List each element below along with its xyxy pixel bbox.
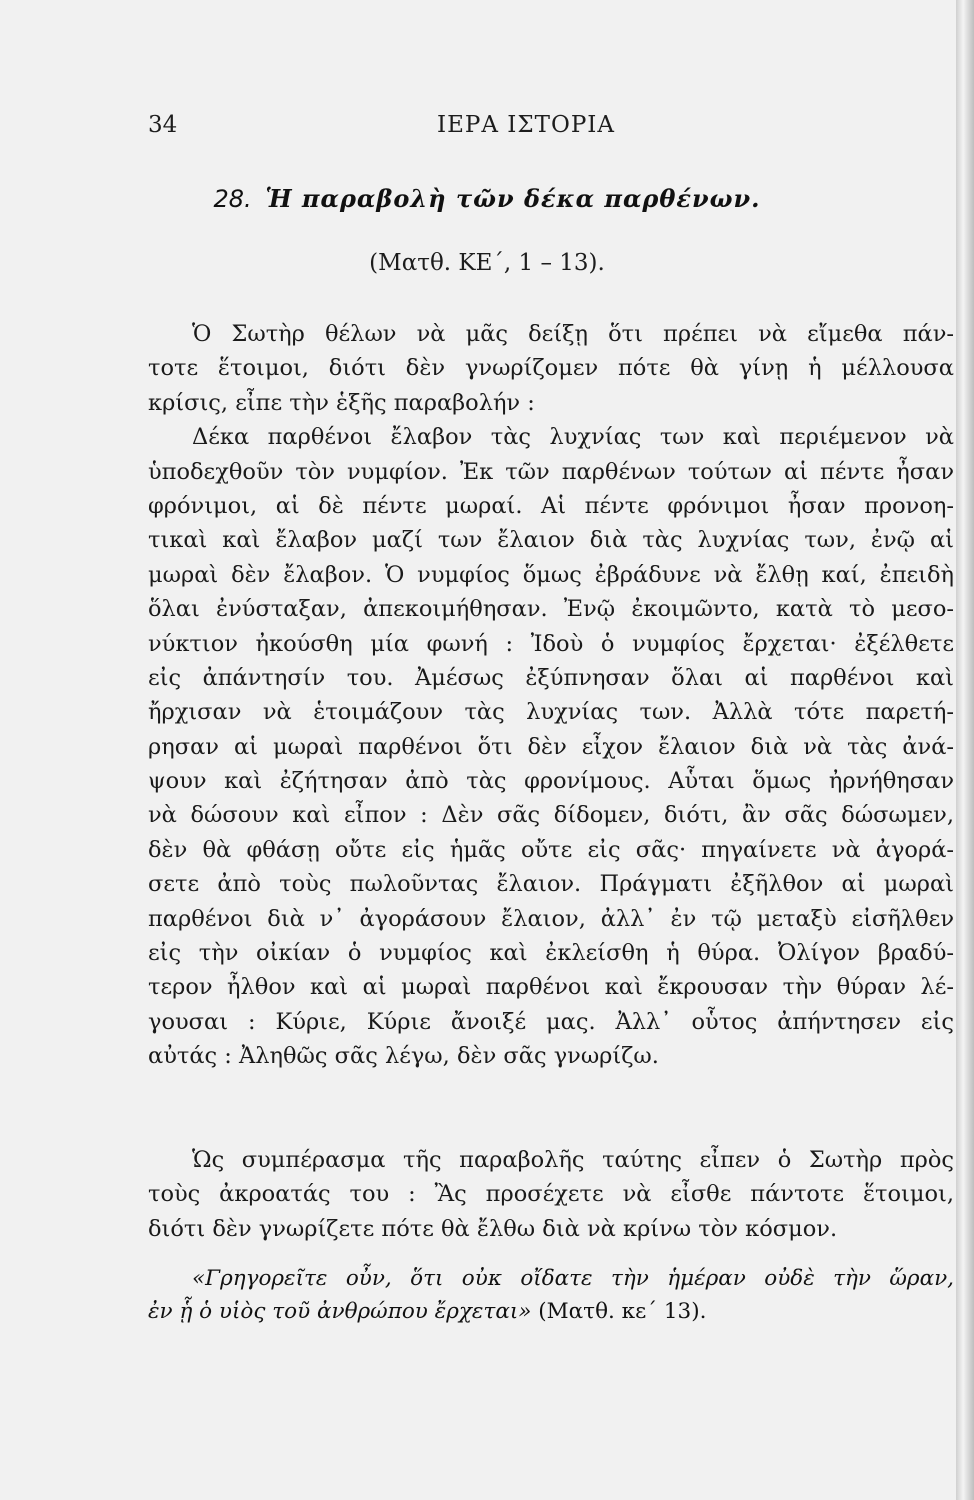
text-line: μωραὶ δὲν ἔλαβον. Ὁ νυμφίος ὅμως ἐβράδυνε νὰ ἔλθῃ καί, ἐπειδὴ [148,561,954,588]
page-edge [956,0,974,1500]
quote-text: ἐν ᾗ ὁ υἱὸς τοῦ ἀνθρώπου ἔρχεται» [148,1299,532,1324]
text-line: διότι δὲν γνωρίζετε πότε θὰ ἔλθω διὰ νὰ κρίνω τὸν κόσμον. [148,1215,838,1242]
paragraph-2 [148,1143,954,1246]
text-line: τοὺς ἀκροατάς του : Ἂς προσέχετε νὰ εἶσθε πάντοτε ἕτοιμοι, [148,1181,954,1208]
page-number: 34 [148,112,178,138]
text-line: ἤρχισαν νὰ ἑτοιμάζουν τὰς λυχνίας των. Ἀλλὰ τότε παρετή- [148,699,954,726]
text-line: νύκτιον ἠκούσθη μία φωνή : Ἰδοὺ ὁ νυμφίος ἔρχεται· ἐξέλθετε [148,630,954,657]
text-line: Ὁ Σωτὴρ θέλων νὰ μᾶς δείξῃ ὅτι πρέπει νὰ εἴμεθα πάν- [192,321,954,347]
text-line: κρίσις, εἶπε τὴν ἑξῆς παραβολήν : [148,389,535,416]
scripture-quote [148,1262,954,1328]
text-line: Δέκα παρθένοι ἔλαβον τὰς λυχνίας των καὶ περιέμενον νὰ [192,424,954,451]
text-line: ὅλαι ἐνύσταξαν, ἀπεκοιμήθησαν. Ἐνῷ ἐκοιμῶντο, κατὰ τὸ μεσο- [148,596,954,623]
text-line: ὑποδεχθοῦν τὸν νυμφίον. Ἐκ τῶν παρθένων τούτων αἱ πέντε ἦσαν [148,458,954,485]
text-line: ψουν καὶ ἐζήτησαν ἀπὸ τὰς φρονίμους. Αὗται ὅμως ἠρνήθησαν [148,768,954,795]
text-line: παρθένοι διὰ ν᾽ ἀγοράσουν ἔλαιον, ἀλλ᾽ ἐν τῷ μεταξὺ εἰσῆλθεν [148,905,954,932]
section-title: Ἡ παραβολὴ τῶν δέκα παρθένων. [265,184,761,213]
text-line: τερον ἦλθον καὶ αἱ μωραὶ παρθένοι καὶ ἔκρουσαν τὴν θύραν λέ- [148,974,954,1001]
paragraph-1 [148,317,954,1074]
text-line: αὐτάς : Ἀληθῶς σᾶς λέγω, δὲν σᾶς γνωρίζω. [148,1043,659,1070]
quote-reference: (Ματθ. κε΄ 13). [531,1299,707,1324]
text-line: δὲν θὰ φθάσῃ οὔτε εἰς ἡμᾶς οὔτε εἰς σᾶς· πηγαίνετε νὰ ἀγορά- [148,836,954,863]
text-line: Ὡς συμπέρασμα τῆς παραβολῆς ταύτης εἶπεν ὁ Σωτὴρ πρὸς [192,1147,954,1173]
quote-line-1: «Γρηγορεῖτε οὖν, ὅτι οὐκ οἴδατε τὴν ἡμέραν οὐδὲ τὴν ὥραν, [192,1266,954,1291]
text-line: φρόνιμοι, αἱ δὲ πέντε μωραί. Αἱ πέντε φρόνιμοι ἦσαν προνοη- [148,492,954,519]
text-line: γουσαι : Κύριε, Κύριε ἄνοιξέ μας. Ἀλλ᾽ οὗτος ἀπήντησεν εἰς [148,1008,954,1035]
quote-line-2 [148,1295,954,1328]
text-line: σετε ἀπὸ τοὺς πωλοῦντας ἔλαιον. Πράγματι ἐξῆλθον αἱ μωραὶ [148,871,954,898]
text-line: εἰς τὴν οἰκίαν ὁ νυμφίος καὶ ἐκλείσθη ἡ θύρα. Ὀλίγον βραδύ- [148,940,954,967]
text-line: τικαὶ καὶ ἔλαβον μαζί των ἔλαιον διὰ τὰς λυχνίας των, ἐνῷ αἱ [148,527,954,554]
page-header [148,112,904,146]
text-line: τοτε ἕτοιμοι, διότι δὲν γνωρίζομεν πότε θὰ γίνῃ ἡ μέλλουσα [148,355,954,382]
running-title: ΙΕΡΑ ΙΣΤΟΡΙΑ [437,112,615,138]
text-line: ρησαν αἱ μωραὶ παρθένοι ὅτι δὲν εἶχον ἔλαιον διὰ νὰ τὰς ἀνά- [148,733,954,760]
text-line: νὰ δώσουν καὶ εἶπον : Δὲν σᾶς δίδομεν, διότι, ἂν σᾶς δώσωμεν, [148,802,954,829]
scripture-reference: (Ματθ. ΚΕ΄, 1 – 13). [369,250,605,276]
section-heading [0,184,974,213]
section-number: 28. [213,185,252,213]
text-line: εἰς ἀπάντησίν του. Ἀμέσως ἐξύπνησαν ὅλαι αἱ παρθένοι καὶ [148,664,954,691]
